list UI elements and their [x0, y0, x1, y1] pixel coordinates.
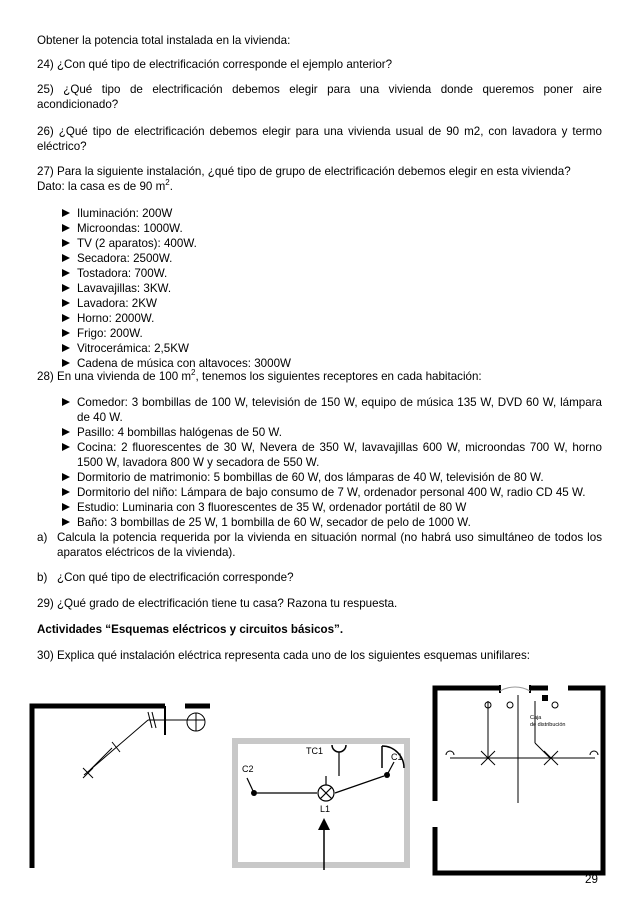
- list-item: Microondas: 1000W.: [62, 221, 602, 236]
- schematic-diagram-1: [20, 690, 220, 880]
- question-25: 25) ¿Qué tipo de electrificación debemos elegir para una vivienda donde queremos poner aire acondicionado?: [37, 83, 602, 111]
- label-l1: L1: [320, 804, 331, 814]
- question-27-dato: Dato: la casa es de 90 $m^2$.: [37, 178, 173, 193]
- list-item: Frigo: 200W.: [62, 326, 602, 341]
- question-28: 28) En una vivienda de 100 $m^2$, tenemos los siguientes receptores en cada habitación:: [37, 368, 482, 383]
- list-item: Pasillo: 4 bombillas halógenas de 50 W.: [62, 425, 602, 440]
- label-caja: Caja: [530, 715, 542, 721]
- list-item: Lavadora: 2KW: [62, 296, 602, 311]
- list-item: Dormitorio de matrimonio: 5 bombillas de 60 W, dos lámparas de 40 W, televisión de 80 W.: [62, 470, 602, 485]
- section-title: Actividades “Esquemas eléctricos y circuitos básicos”.: [37, 623, 344, 636]
- question-26: 26) ¿Qué tipo de electrificación debemos elegir para una vivienda usual de 90 m2, con lavadora y termo eléctrico?: [37, 125, 602, 153]
- question-28-b: b) ¿Con qué tipo de electrificación corresponde?: [37, 571, 294, 584]
- question-27: [37, 164, 602, 194]
- question-30: 30) Explica qué instalación eléctrica representa cada uno de los siguientes esquemas unifilares:: [37, 649, 531, 662]
- list-item: Cadena de música con altavoces: 3000W: [62, 356, 602, 371]
- intro-text: Obtener la potencia total instalada en la vivienda:: [37, 34, 291, 47]
- label-c2: C2: [242, 764, 254, 774]
- page-number: 29: [585, 873, 598, 886]
- list-item: Tostadora: 700W.: [62, 266, 602, 281]
- list-item: Secadora: 2500W.: [62, 251, 602, 266]
- question-29: 29) ¿Qué grado de electrificación tiene tu casa? Razona tu respuesta.: [37, 597, 398, 610]
- question-27-text: 27) Para la siguiente instalación, ¿qué tipo de grupo de electrificación debemos elegir en esta vivienda?: [37, 165, 571, 178]
- list-item: TV (2 aparatos): 400W.: [62, 236, 602, 251]
- list-item: Cocina: 2 fluorescentes de 30 W, Nevera de 350 W, lavavajillas 600 W, microondas 700 W, horno 1500 W, lavadora 800 W y secadora de 550 W.: [62, 440, 602, 470]
- list-item: Lavavajillas: 3KW.: [62, 281, 602, 296]
- list-item: Baño: 3 bombillas de 25 W, 1 bombilla de 60 W, secador de pelo de 1000 W.: [62, 515, 602, 530]
- label-distribucion: de distribución: [530, 722, 566, 728]
- schematic-diagram-2: [232, 738, 410, 878]
- list-item: Horno: 2000W.: [62, 311, 602, 326]
- label-c1: C1: [391, 752, 403, 762]
- question-27-list: [62, 206, 602, 371]
- schematic-diagram-3: [430, 683, 608, 878]
- question-28-a: a) Calcula la potencia requerida por la vivienda en situación normal (no habrá uso simultáneo de todos los aparatos eléctricos de la vivienda).: [37, 531, 602, 559]
- list-item: Iluminación: 200W: [62, 206, 602, 221]
- question-28-list: [62, 395, 602, 530]
- list-item: Vitrocerámica: 2,5KW: [62, 341, 602, 356]
- list-item: Estudio: Luminaria con 3 fluorescentes de 35 W, ordenador portátil de 80 W: [62, 500, 602, 515]
- label-tc1: TC1: [306, 746, 324, 756]
- list-item: Dormitorio del niño: Lámpara de bajo consumo de 7 W, ordenador personal 400 W, radio CD 45 W.: [62, 485, 602, 500]
- question-24: 24) ¿Con qué tipo de electrificación corresponde el ejemplo anterior?: [37, 58, 393, 71]
- list-item: Comedor: 3 bombillas de 100 W, televisión de 150 W, equipo de música 135 W, DVD 60 W, lámpara de 40 W.: [62, 395, 602, 425]
